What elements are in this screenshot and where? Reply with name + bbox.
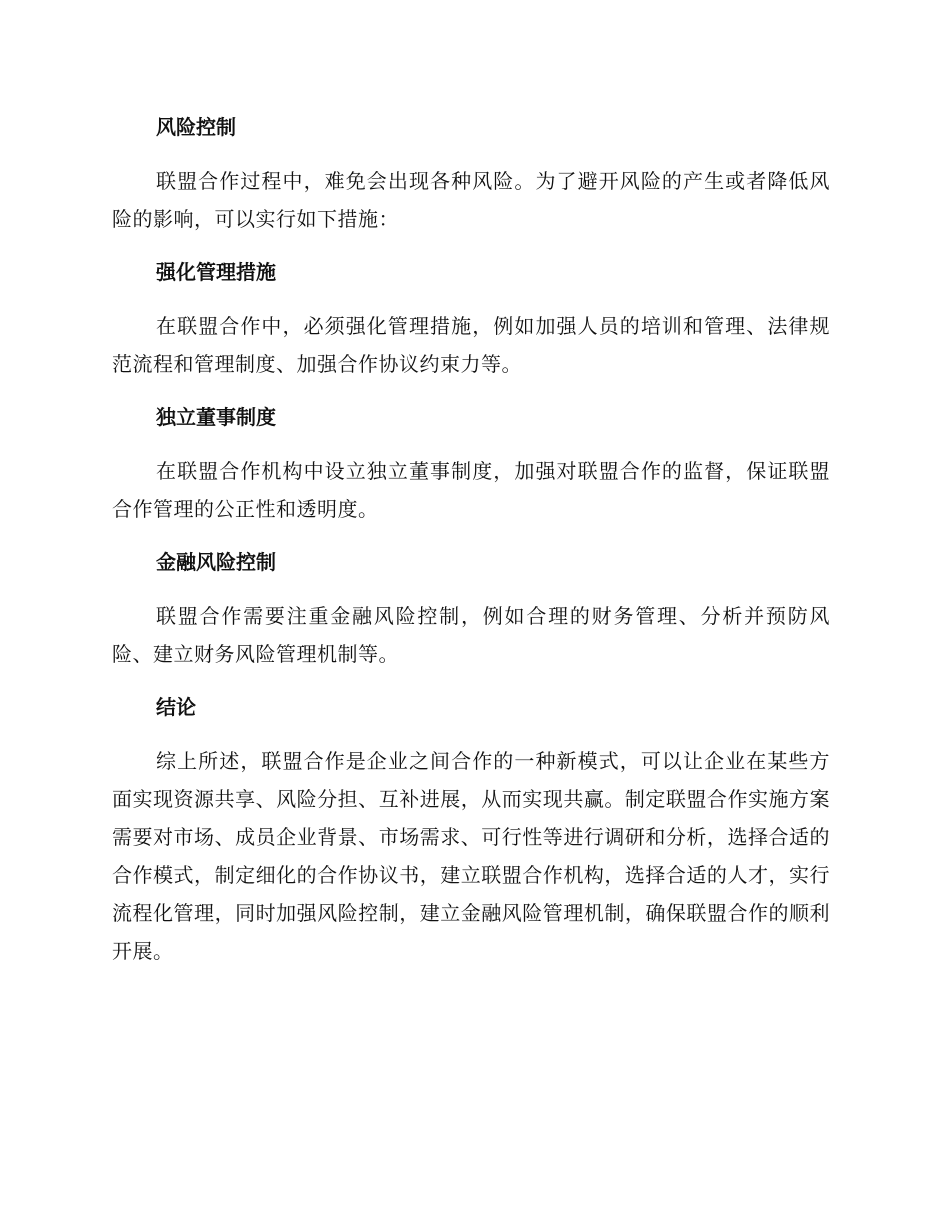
section-heading-independent-director: 独立董事制度 bbox=[156, 405, 276, 429]
section-heading-management-measures: 强化管理措施 bbox=[156, 260, 276, 284]
section-heading-risk-control: 风险控制 bbox=[156, 115, 236, 139]
section-heading-conclusion: 结论 bbox=[156, 695, 196, 719]
section-paragraph-risk-control: 联盟合作过程中，难免会出现各种风险。为了避开风险的产生或者降低风险的影响，可以实行如下措施： bbox=[112, 169, 830, 231]
section-paragraph-independent-director: 在联盟合作机构中设立独立董事制度，加强对联盟合作的监督，保证联盟合作管理的公正性和透明度。 bbox=[112, 459, 830, 521]
section-paragraph-conclusion: 综上所述，联盟合作是企业之间合作的一种新模式，可以让企业在某些方面实现资源共享、风险分担、互补进展，从而实现共赢。制定联盟合作实施方案需要对市场、成员企业背景、市场需求、可行性等进行调研和分析，选择合适的合作模式，制定细化的合作协议书，建立联盟合作机构，选择合适的人才，实行流程化管理，同时加强风险控制，建立金融风险管理机制，确保联盟合作的顺利开展。 bbox=[112, 749, 830, 963]
section-heading-financial-risk: 金融风险控制 bbox=[156, 550, 276, 574]
section-paragraph-financial-risk: 联盟合作需要注重金融风险控制，例如合理的财务管理、分析并预防风险、建立财务风险管理机制等。 bbox=[112, 604, 830, 666]
section-paragraph-management-measures: 在联盟合作中，必须强化管理措施，例如加强人员的培训和管理、法律规范流程和管理制度、加强合作协议约束力等。 bbox=[112, 314, 830, 376]
document-page bbox=[112, 108, 830, 970]
